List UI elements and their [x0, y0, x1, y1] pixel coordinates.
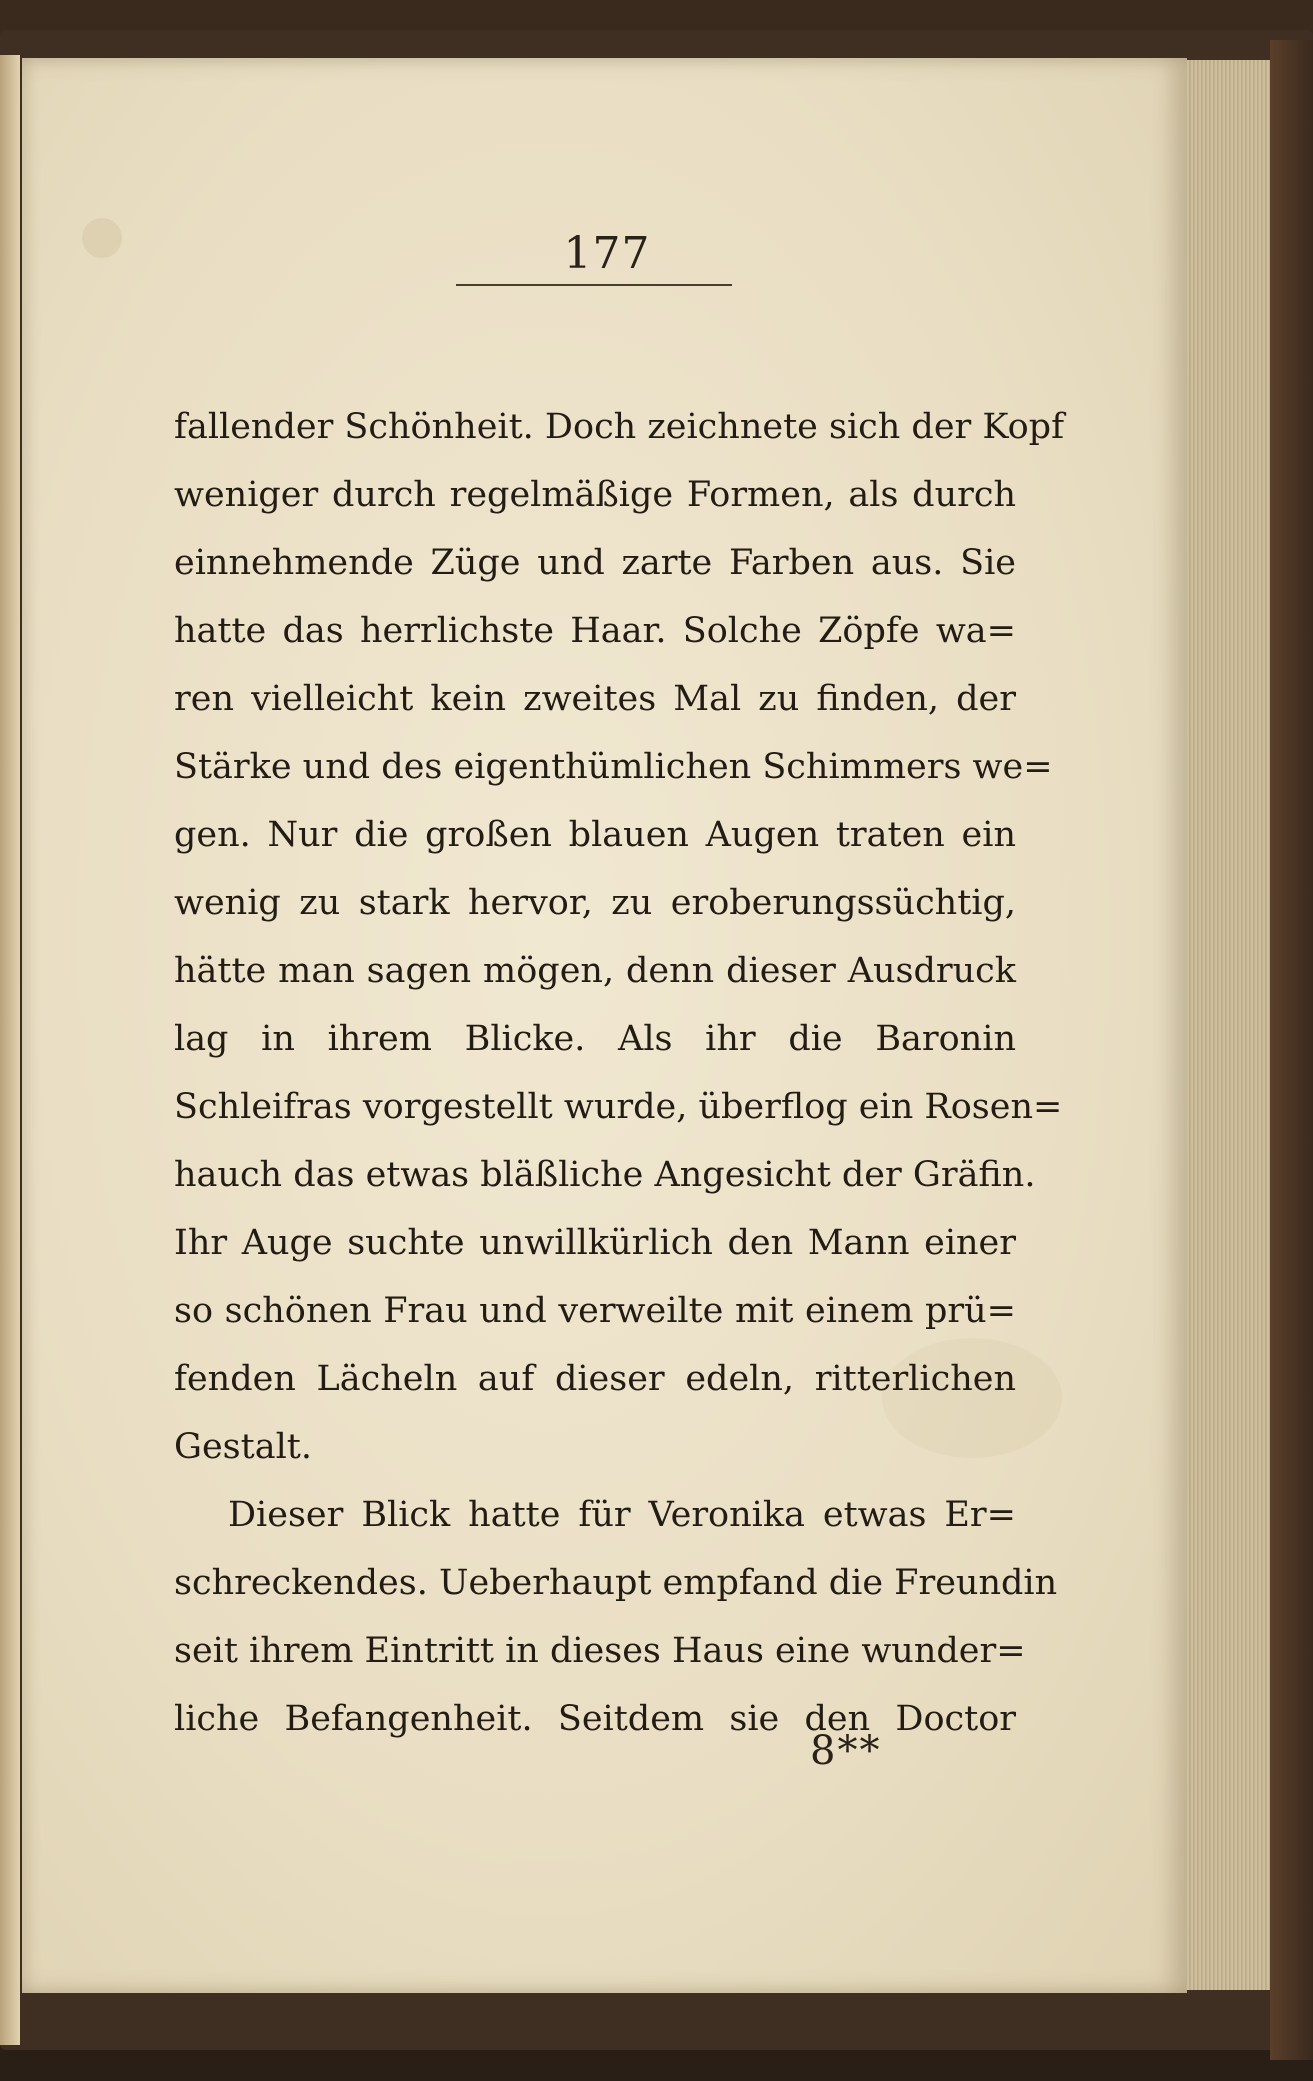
text-line: Ihr Auge suchte unwillkürlich den Mann einer	[174, 1223, 1016, 1263]
header-rule	[456, 284, 732, 286]
book-page	[22, 58, 1187, 1993]
text-line: Schleifras vorgestellt wurde, überflog ein Rosen=	[174, 1087, 1063, 1127]
page-edges	[1185, 60, 1282, 1990]
text-line: liche Befangenheit. Seitdem sie den Doctor	[174, 1699, 1016, 1739]
text-line: ren vielleicht kein zweites Mal zu finden, der	[174, 679, 1016, 719]
text-line: fenden Lächeln auf dieser edeln, ritterlichen	[174, 1359, 1016, 1399]
text-line: Gestalt.	[174, 1427, 312, 1467]
text-line: hätte man sagen mögen, denn dieser Ausdruck	[174, 951, 1016, 991]
text-line: lag in ihrem Blicke. Als ihr die Baronin	[174, 1019, 1016, 1059]
body-text	[174, 393, 1065, 1753]
cover-spine-edge	[1270, 40, 1313, 2060]
text-line: so schönen Frau und verweilte mit einem prü=	[174, 1291, 1016, 1331]
text-line: wenig zu stark hervor, zu eroberungssüchtig,	[174, 883, 1016, 923]
text-line: Dieser Blick hatte für Veronika etwas Er=	[228, 1495, 1016, 1535]
text-line: fallender Schönheit. Doch zeichnete sich der Kopf	[174, 407, 1065, 447]
facing-page-edge	[0, 55, 20, 2045]
page-number: 177	[563, 228, 651, 279]
text-line: hauch das etwas bläßliche Angesicht der Gräfin.	[174, 1155, 1036, 1195]
text-line: Stärke und des eigenthümlichen Schimmers we=	[174, 747, 1053, 787]
paper-stain	[82, 218, 122, 258]
text-line: schreckendes. Ueberhaupt empfand die Freundin	[174, 1563, 1058, 1603]
signature-mark: 8**	[810, 1728, 882, 1774]
text-line: weniger durch regelmäßige Formen, als durch	[174, 475, 1016, 515]
text-line: hatte das herrlichste Haar. Solche Zöpfe wa=	[174, 611, 1016, 651]
text-line: gen. Nur die großen blauen Augen traten ein	[174, 815, 1016, 855]
text-line: seit ihrem Eintritt in dieses Haus eine wunder=	[174, 1631, 1026, 1671]
text-line: einnehmende Züge und zarte Farben aus. Sie	[174, 543, 1016, 583]
